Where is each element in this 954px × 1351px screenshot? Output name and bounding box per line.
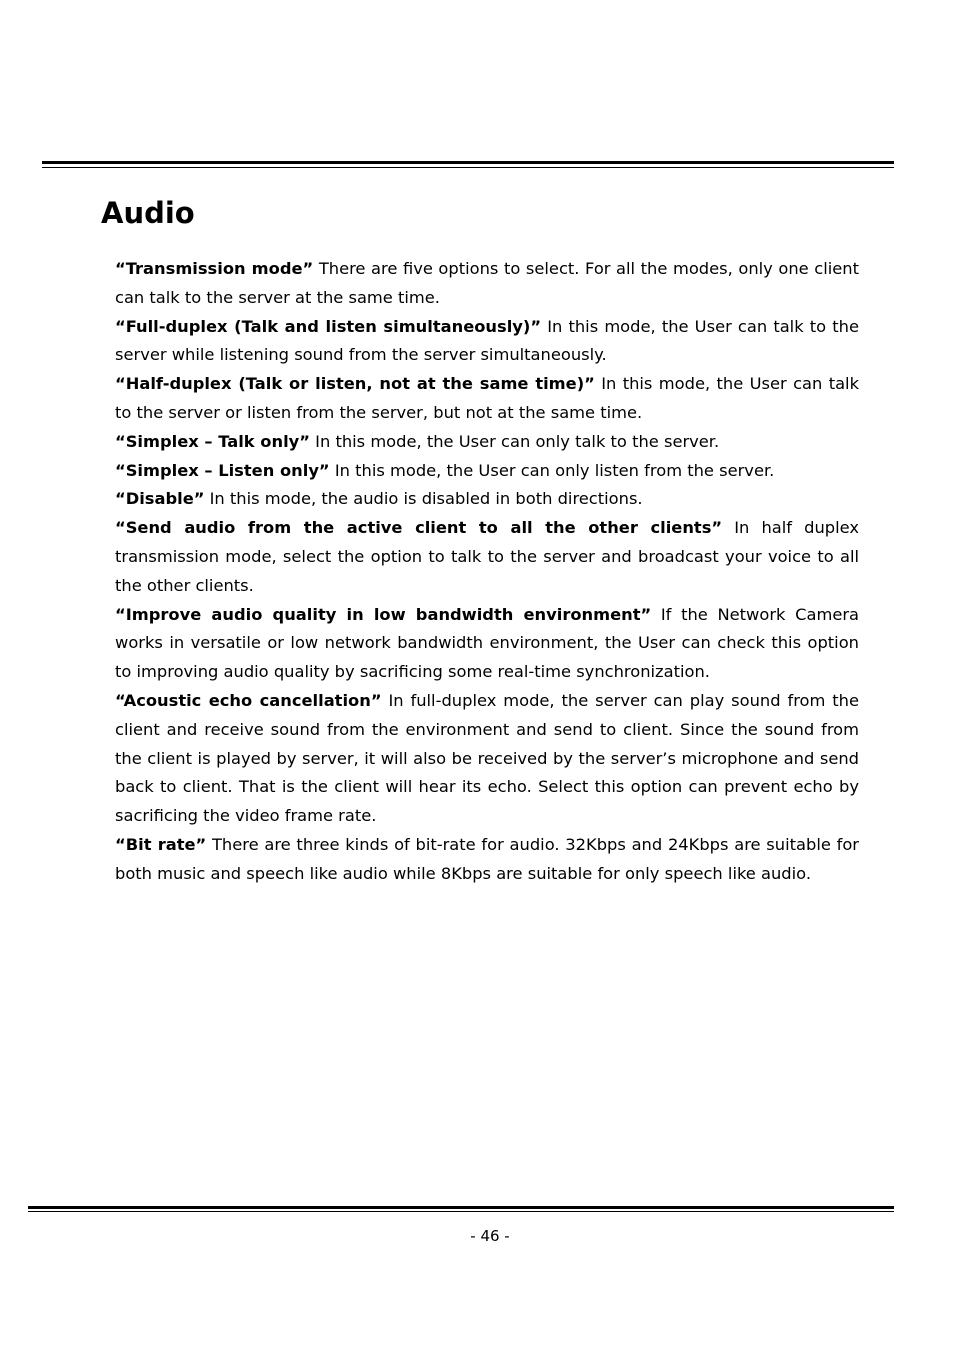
description: There are three kinds of bit-rate for audio. 32Kbps and 24Kbps are suitable for both music and speech like audio while 8Kbps are suitable for only speech like audio. bbox=[115, 834, 859, 883]
term: “Bit rate” bbox=[115, 834, 207, 854]
paragraph-echo-cancellation bbox=[115, 687, 859, 831]
term: “Simplex – Talk only” bbox=[115, 431, 310, 451]
paragraph-simplex-talk bbox=[115, 428, 859, 457]
page-number: - 46 - bbox=[470, 1227, 510, 1245]
paragraph-disable bbox=[115, 485, 859, 514]
term: “Disable” bbox=[115, 489, 205, 509]
term: “Simplex – Listen only” bbox=[115, 460, 330, 480]
footer-rule bbox=[28, 1206, 894, 1212]
description: In this mode, the audio is disabled in both directions. bbox=[204, 489, 643, 509]
paragraph-half-duplex bbox=[115, 370, 859, 428]
description: In this mode, the User can only talk to the server. bbox=[309, 431, 720, 451]
term: “Send audio from the active client to all the other clients” bbox=[115, 518, 723, 538]
description: If the Network Camera works in versatile or low network bandwidth environment, the User can check this option to improving audio quality by sacrificing some real-time synchronization. bbox=[115, 604, 860, 682]
description: In this mode, the User can talk to the server while listening sound from the server simultaneously. bbox=[115, 316, 859, 365]
term: “Acoustic echo cancellation” bbox=[115, 690, 382, 710]
description: In this mode, the User can only listen from the server. bbox=[329, 460, 775, 480]
paragraph-bit-rate bbox=[115, 831, 859, 889]
term: “Improve audio quality in low bandwidth environment” bbox=[115, 604, 652, 624]
page-title: Audio bbox=[101, 196, 195, 230]
section-body bbox=[115, 255, 859, 889]
description: In full-duplex mode, the server can play sound from the client and receive sound from the environment and send to client. Since the sound from the client is played by server, it will also be received by the server’s microphone and send back to client. That is the client will hear its echo. Select this option can prevent echo by sacrificing the video frame rate. bbox=[115, 690, 859, 826]
term: “Half-duplex (Talk or listen, not at the same time)” bbox=[115, 374, 595, 394]
description: There are five options to select. For all the modes, only one client can talk to the server at the same time. bbox=[115, 259, 859, 307]
header-rule bbox=[42, 161, 894, 168]
term: “Transmission mode” bbox=[115, 259, 314, 278]
paragraph-improve-quality bbox=[115, 601, 859, 687]
description: In this mode, the User can talk to the server or listen from the server, but not at the same time. bbox=[115, 374, 860, 422]
paragraph-send-audio bbox=[115, 514, 859, 600]
description: In half duplex transmission mode, select the option to talk to the server and broadcast your voice to all the other clients. bbox=[115, 518, 859, 595]
paragraph-simplex-listen bbox=[115, 457, 859, 486]
paragraph-full-duplex bbox=[115, 313, 859, 371]
paragraph-transmission-mode bbox=[115, 255, 859, 313]
term: “Full-duplex (Talk and listen simultaneously)” bbox=[115, 316, 542, 336]
